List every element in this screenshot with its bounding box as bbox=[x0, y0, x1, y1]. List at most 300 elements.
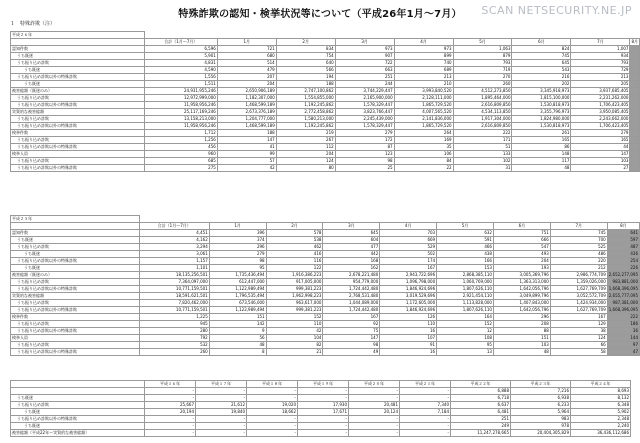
data-cell: 1,724,442,480 bbox=[323, 307, 380, 314]
data-cell: 280 bbox=[139, 328, 209, 335]
data-cell: 7,216 bbox=[511, 388, 571, 395]
data-cell: 13 bbox=[437, 349, 494, 356]
data-cell: 3,052,572,709 bbox=[550, 293, 607, 300]
data-cell: 525 bbox=[550, 244, 607, 251]
table-row bbox=[11, 244, 640, 251]
data-cell: 165 bbox=[571, 137, 630, 144]
column-header: 平成２４年 bbox=[571, 381, 631, 388]
data-cell: 917,005,000 bbox=[266, 279, 323, 286]
row-label: うち既遂 bbox=[11, 237, 140, 244]
row-label: 検挙件数 bbox=[11, 130, 145, 137]
column-header: 6月 bbox=[512, 39, 571, 46]
data-cell bbox=[630, 46, 640, 53]
data-cell: 3,294 bbox=[139, 244, 209, 251]
monthly-table bbox=[10, 215, 640, 356]
column-header: 8月 bbox=[607, 223, 639, 230]
data-cell bbox=[630, 102, 640, 109]
data-cell: 1,846,924,696 bbox=[380, 307, 437, 314]
data-cell: 20,194 bbox=[145, 409, 196, 416]
row-label: 被害総額（既遂のみ） bbox=[11, 88, 145, 95]
data-cell: 824 bbox=[512, 46, 571, 53]
data-cell: 36,436,112,686 bbox=[571, 430, 631, 437]
data-cell: 6,938 bbox=[511, 395, 571, 402]
column-header: 5月 bbox=[437, 223, 494, 230]
data-cell: 251 bbox=[451, 416, 511, 423]
data-cell: 167 bbox=[323, 314, 380, 321]
data-cell: 48 bbox=[493, 349, 550, 356]
row-label: 検挙件数 bbox=[11, 314, 140, 321]
data-cell: 17,930 bbox=[298, 402, 349, 409]
table-row bbox=[11, 328, 640, 335]
data-cell: 42 bbox=[266, 328, 323, 335]
data-cell: 751 bbox=[493, 230, 550, 237]
row-label: うち振り込め詐欺以外の特殊詐欺 bbox=[11, 286, 140, 293]
data-cell: 700 bbox=[550, 237, 607, 244]
table-row bbox=[11, 307, 640, 314]
data-cell: 16 bbox=[380, 349, 437, 356]
data-cell: 2,616,809,850 bbox=[453, 102, 512, 109]
data-cell: 124 bbox=[276, 158, 335, 165]
data-cell: - bbox=[247, 388, 298, 395]
data-cell: - bbox=[400, 388, 451, 395]
data-cell: 1,706,423,405 bbox=[571, 102, 630, 109]
header-row bbox=[11, 39, 640, 46]
data-cell: 171 bbox=[453, 137, 512, 144]
table-row bbox=[11, 335, 640, 342]
row-label: うち振り込め詐欺 bbox=[11, 300, 140, 307]
table-row bbox=[11, 300, 640, 307]
data-cell: 260 bbox=[453, 81, 512, 88]
data-cell: - bbox=[298, 430, 349, 437]
data-cell: 7,340 bbox=[400, 402, 451, 409]
table-row bbox=[11, 265, 640, 272]
data-cell: 18,135,256,501 bbox=[139, 272, 209, 279]
data-cell: 87 bbox=[335, 144, 394, 151]
table-row bbox=[11, 130, 640, 137]
data-cell: 4,534,113,850 bbox=[453, 109, 512, 116]
data-cell: 6,596 bbox=[144, 46, 217, 53]
row-label: うち振り込め詐欺以外の特殊詐欺 bbox=[11, 258, 140, 265]
data-cell: 5,901 bbox=[144, 53, 217, 60]
data-cell: 147 bbox=[217, 137, 276, 144]
data-cell bbox=[630, 60, 640, 67]
data-cell: 2,655,777,095 bbox=[608, 293, 638, 298]
data-cell: 604 bbox=[323, 237, 380, 244]
data-cell: 108 bbox=[437, 335, 494, 342]
data-cell: 254 bbox=[607, 258, 639, 265]
data-cell: 123 bbox=[335, 151, 394, 158]
data-cell: - bbox=[400, 416, 451, 423]
data-cell: 186 bbox=[607, 321, 639, 328]
table-row bbox=[11, 237, 640, 244]
table-row bbox=[11, 88, 640, 95]
row-label: 認知件数 bbox=[11, 230, 140, 237]
blank-cell bbox=[209, 216, 266, 223]
data-cell: 1,895,464,000 bbox=[453, 95, 512, 102]
header-corner bbox=[11, 223, 140, 230]
data-cell: 144 bbox=[607, 335, 639, 342]
data-cell bbox=[630, 88, 640, 95]
column-header: 平成１８年 bbox=[247, 381, 298, 388]
data-cell: 4,007,565,520 bbox=[394, 109, 453, 116]
data-cell: 754 bbox=[276, 53, 335, 60]
data-cell: 20,404,305,829 bbox=[511, 430, 571, 437]
data-cell: 213 bbox=[394, 74, 453, 81]
data-cell: 279 bbox=[209, 251, 266, 258]
year-row bbox=[11, 32, 640, 39]
data-cell: - bbox=[349, 430, 400, 437]
data-cell: 466 bbox=[437, 244, 494, 251]
data-cell: 22 bbox=[394, 165, 453, 172]
table-row bbox=[11, 158, 640, 165]
table-row bbox=[11, 279, 640, 286]
data-cell bbox=[630, 130, 640, 137]
data-cell: 2,240 bbox=[571, 423, 631, 430]
data-cell: - bbox=[196, 416, 247, 423]
data-cell: 374 bbox=[209, 237, 266, 244]
data-cell: 4,451 bbox=[139, 230, 209, 237]
header-corner bbox=[11, 39, 145, 46]
data-cell: 296 bbox=[493, 314, 550, 321]
blank-cell bbox=[380, 216, 437, 223]
data-cell: 116 bbox=[266, 258, 323, 265]
data-cell: 3,355,796,973 bbox=[512, 109, 571, 116]
row-label: 実質的な被害総額 bbox=[11, 109, 145, 116]
data-cell: 987,381,000 bbox=[607, 300, 639, 307]
data-cell: 103 bbox=[493, 342, 550, 349]
data-cell bbox=[630, 53, 640, 60]
data-cell: 1,424,934,000 bbox=[550, 300, 607, 307]
data-cell: 3,061 bbox=[139, 251, 209, 258]
year-label: 平成２６年 bbox=[11, 32, 145, 39]
data-cell: 18,591,621,501 bbox=[139, 293, 209, 300]
data-cell: 1,060,769,000 bbox=[437, 279, 494, 286]
data-cell: 502 bbox=[380, 251, 437, 258]
data-cell: 42 bbox=[217, 165, 276, 172]
data-cell: 591 bbox=[437, 237, 494, 244]
data-cell: 220 bbox=[550, 258, 607, 265]
data-cell: 95 bbox=[437, 342, 494, 349]
data-cell: 1,225 bbox=[139, 314, 209, 321]
data-cell: - bbox=[349, 423, 400, 430]
data-cell: 165 bbox=[512, 137, 571, 144]
data-cell: 792 bbox=[139, 335, 209, 342]
data-cell: 493 bbox=[493, 251, 550, 258]
data-cell: 1,580,213,000 bbox=[276, 116, 335, 123]
data-cell: 8 bbox=[209, 349, 266, 356]
data-cell: 1,044,089,000 bbox=[323, 300, 380, 307]
data-cell: 244 bbox=[335, 81, 394, 88]
data-cell: 486 bbox=[550, 251, 607, 258]
column-header: 平成２２年 bbox=[451, 381, 511, 388]
page-title: 特殊詐欺の認知・検挙状況等について（平成26年1月～7月） bbox=[178, 9, 462, 20]
data-cell: 6,718 bbox=[451, 395, 511, 402]
data-cell: 1,468,599,189 bbox=[217, 123, 276, 130]
data-cell: 514 bbox=[217, 60, 276, 67]
data-cell: 983 bbox=[511, 416, 571, 423]
row-label: うち振り込め詐欺 bbox=[11, 158, 145, 165]
data-cell: 2,616,809,850 bbox=[453, 123, 512, 130]
table-row bbox=[11, 395, 631, 402]
data-cell: 532 bbox=[139, 342, 209, 349]
data-cell: 3,005,369,796 bbox=[493, 272, 550, 279]
row-label: うち振り込め詐欺 bbox=[11, 402, 145, 409]
data-cell: 8,132 bbox=[571, 395, 631, 402]
data-cell: 2,772,458,862 bbox=[276, 109, 335, 116]
blank-cell bbox=[437, 216, 494, 223]
data-cell: 6,637 bbox=[451, 402, 511, 409]
data-cell: 487 bbox=[607, 244, 639, 251]
data-cell: 19,020 bbox=[247, 402, 298, 409]
data-cell: 10,771,159,501 bbox=[139, 307, 209, 314]
data-cell bbox=[630, 74, 640, 81]
data-cell: 1,712 bbox=[144, 130, 217, 137]
column-header: 平成２１年 bbox=[400, 381, 451, 388]
data-cell: 296 bbox=[209, 244, 266, 251]
data-cell: 147 bbox=[571, 151, 630, 158]
data-cell bbox=[630, 95, 640, 102]
row-label: うち振り込め詐欺 bbox=[11, 116, 145, 123]
data-cell: 3,019,529,696 bbox=[380, 293, 437, 300]
column-header: 平成２３年 bbox=[511, 381, 571, 388]
data-cell: 38 bbox=[550, 328, 607, 335]
column-header: 7月 bbox=[550, 223, 607, 230]
data-cell: 164 bbox=[437, 314, 494, 321]
column-header: 1月 bbox=[217, 39, 276, 46]
blank-cell bbox=[276, 32, 335, 39]
data-cell: 3,345,918,973 bbox=[512, 88, 571, 95]
data-cell: - bbox=[400, 423, 451, 430]
data-cell bbox=[630, 67, 640, 74]
data-cell: 249 bbox=[451, 423, 511, 430]
data-cell: 91 bbox=[380, 342, 437, 349]
data-cell: 4,162 bbox=[139, 237, 209, 244]
row-label: うち振り込め詐欺以外の特殊詐欺 bbox=[11, 328, 140, 335]
data-cell: 110 bbox=[266, 321, 323, 328]
data-cell: 1,796,535,494 bbox=[209, 293, 266, 300]
data-cell: 92 bbox=[323, 321, 380, 328]
data-cell: 104 bbox=[266, 335, 323, 342]
data-cell: - bbox=[349, 416, 400, 423]
data-cell: 2,868,385,110 bbox=[437, 272, 494, 279]
row-label: うち既遂 bbox=[11, 395, 145, 402]
data-cell: 202 bbox=[512, 81, 571, 88]
data-cell: 1,735,436,494 bbox=[209, 272, 266, 279]
data-cell: 1,807,626,110 bbox=[437, 286, 494, 293]
data-cell: - bbox=[400, 395, 451, 402]
data-cell: 719 bbox=[453, 67, 512, 74]
data-cell: 740 bbox=[394, 60, 453, 67]
data-cell: - bbox=[145, 388, 196, 395]
data-cell: 56 bbox=[209, 335, 266, 342]
column-header: 平成２０年 bbox=[349, 381, 400, 388]
watermark: SCAN NETSECURITY.NE.JP bbox=[481, 4, 632, 17]
data-cell: 110 bbox=[380, 321, 437, 328]
column-header: 4月 bbox=[394, 39, 453, 46]
data-cell: 1,192,245,862 bbox=[276, 123, 335, 130]
data-cell: 416 bbox=[266, 251, 323, 258]
data-cell: 168 bbox=[323, 258, 380, 265]
data-cell: 834 bbox=[276, 46, 335, 53]
data-cell: 2,678,221,480 bbox=[323, 272, 380, 279]
row-label: うち振り込め詐欺以外の特殊詐欺 bbox=[11, 102, 145, 109]
data-cell: - bbox=[196, 395, 247, 402]
data-cell: 279 bbox=[335, 130, 394, 137]
row-label: 被害総額（平成22年～実質的な被害総額） bbox=[11, 430, 145, 437]
data-cell: 172 bbox=[335, 137, 394, 144]
data-cell: 7,184 bbox=[400, 409, 451, 416]
table-row bbox=[11, 272, 640, 279]
row-label: 検挙人員 bbox=[11, 335, 140, 342]
data-cell: 663 bbox=[335, 67, 394, 74]
data-cell: 75 bbox=[323, 328, 380, 335]
data-cell: 1,468,599,189 bbox=[217, 102, 276, 109]
data-cell bbox=[630, 116, 640, 123]
data-cell: 3,993,840,520 bbox=[394, 88, 453, 95]
data-cell: 122 bbox=[266, 265, 323, 272]
blank-cell bbox=[493, 216, 550, 223]
data-cell: 44 bbox=[571, 144, 630, 151]
data-cell: 2,128,111,000 bbox=[394, 95, 453, 102]
data-cell bbox=[630, 144, 640, 151]
data-cell: 1,668,396,095 bbox=[608, 307, 638, 312]
data-cell: 98 bbox=[335, 158, 394, 165]
row-label: うち振り込め詐欺以外の特殊詐欺 bbox=[11, 307, 140, 314]
blank-cell bbox=[217, 32, 276, 39]
row-label: うち既遂 bbox=[11, 81, 145, 88]
data-cell: 983,881,000 bbox=[607, 279, 639, 286]
column-header: 5月 bbox=[453, 39, 512, 46]
data-cell: 162 bbox=[323, 265, 380, 272]
data-cell: 222 bbox=[607, 314, 639, 321]
data-cell: 3,823,766,447 bbox=[335, 109, 394, 116]
data-cell: 5,902 bbox=[571, 409, 631, 416]
data-cell: - bbox=[298, 388, 349, 395]
column-header: 1月 bbox=[209, 223, 266, 230]
data-cell bbox=[630, 165, 640, 172]
data-cell: 3,744,229,447 bbox=[335, 88, 394, 95]
data-cell: 57 bbox=[217, 158, 276, 165]
data-cell: 1,256 bbox=[144, 137, 217, 144]
data-cell: 35 bbox=[394, 144, 453, 151]
row-label: うち振り込め詐欺以外の特殊詐欺 bbox=[11, 123, 145, 130]
table-row bbox=[11, 349, 640, 356]
data-cell: 1,182,307,000 bbox=[217, 95, 276, 102]
data-cell: 31 bbox=[453, 165, 512, 172]
table-row bbox=[11, 388, 631, 395]
data-cell: 673,546,000 bbox=[209, 300, 266, 307]
data-cell: 3,937,685,405 bbox=[571, 88, 630, 95]
data-cell: 6,481 bbox=[451, 409, 511, 416]
data-cell: - bbox=[145, 423, 196, 430]
row-label bbox=[11, 388, 145, 395]
data-cell: 21,612 bbox=[196, 402, 247, 409]
data-cell: 4,512,273,850 bbox=[453, 88, 512, 95]
data-cell: 543 bbox=[512, 67, 571, 74]
data-cell: 3,049,899,796 bbox=[493, 293, 550, 300]
column-header: 合計（1月～7月） bbox=[139, 223, 209, 230]
data-cell: - bbox=[247, 430, 298, 437]
data-cell: 1,706,423,405 bbox=[571, 123, 630, 130]
data-cell: - bbox=[349, 388, 400, 395]
section-label: １ 特殊詐欺（注） bbox=[10, 21, 56, 27]
data-cell: 219 bbox=[276, 130, 335, 137]
data-cell: 529 bbox=[380, 244, 437, 251]
blank-cell bbox=[144, 32, 217, 39]
row-label: 検挙人員 bbox=[11, 151, 145, 158]
data-cell: 222 bbox=[453, 130, 512, 137]
blank-cell bbox=[139, 216, 209, 223]
data-cell: - bbox=[247, 395, 298, 402]
column-header: 6月 bbox=[493, 223, 550, 230]
data-cell: 1,101 bbox=[139, 265, 209, 272]
data-cell: 9 bbox=[209, 328, 266, 335]
data-cell: 1,962,998,223 bbox=[266, 293, 323, 300]
data-cell: 999,381,223 bbox=[266, 307, 323, 314]
table-row bbox=[11, 286, 640, 293]
data-cell: 477 bbox=[323, 244, 380, 251]
table-row bbox=[11, 230, 640, 237]
row-label: うち振り込め詐欺 bbox=[11, 321, 140, 328]
data-cell: 1,204,777,000 bbox=[217, 116, 276, 123]
data-cell: 11,958,956,246 bbox=[144, 123, 217, 130]
table-row bbox=[11, 251, 640, 258]
data-cell: 899 bbox=[394, 53, 453, 60]
data-cell: 18,662 bbox=[247, 409, 298, 416]
data-cell: 6,233 bbox=[511, 402, 571, 409]
blank-cell bbox=[335, 32, 394, 39]
data-cell: 12,972,999,000 bbox=[144, 95, 217, 102]
row-label: うち振り込め詐欺 bbox=[11, 244, 140, 251]
data-cell: 126 bbox=[380, 314, 437, 321]
data-cell: 1,724,442,480 bbox=[323, 286, 380, 293]
data-cell: 680 bbox=[217, 53, 276, 60]
data-cell: 210 bbox=[394, 81, 453, 88]
data-cell: 10,771,159,501 bbox=[139, 286, 209, 293]
table-row bbox=[11, 74, 640, 81]
data-cell: 27 bbox=[571, 165, 630, 172]
data-cell: 5,964 bbox=[511, 409, 571, 416]
data-cell: 1,554,855,000 bbox=[276, 95, 335, 102]
column-header: 3月 bbox=[323, 223, 380, 230]
table-row bbox=[11, 423, 631, 430]
data-cell: 36 bbox=[607, 328, 639, 335]
data-cell: 7,364,097,000 bbox=[139, 279, 209, 286]
data-cell: 24,931,955,246 bbox=[144, 88, 217, 95]
data-cell: 124 bbox=[550, 335, 607, 342]
data-cell: 151 bbox=[209, 314, 266, 321]
data-cell bbox=[630, 123, 640, 130]
data-cell: 645 bbox=[323, 230, 380, 237]
data-cell: 204 bbox=[217, 81, 276, 88]
data-cell: - bbox=[298, 416, 349, 423]
data-cell: 973 bbox=[394, 46, 453, 53]
data-cell: 1,627,769,709 bbox=[550, 286, 607, 293]
table-row bbox=[11, 402, 631, 409]
year-row bbox=[11, 216, 640, 223]
data-cell: 51 bbox=[453, 144, 512, 151]
column-header: 3月 bbox=[335, 39, 394, 46]
data-cell: 97 bbox=[607, 342, 639, 349]
row-label: うち振り込め詐欺 bbox=[11, 279, 140, 286]
table-row bbox=[11, 109, 640, 116]
data-cell: 270 bbox=[453, 74, 512, 81]
data-cell: 438 bbox=[437, 251, 494, 258]
table-row bbox=[11, 116, 640, 123]
table-row bbox=[11, 258, 640, 265]
data-cell: 793 bbox=[453, 60, 512, 67]
data-cell: 2,986,774,709 bbox=[550, 272, 607, 279]
